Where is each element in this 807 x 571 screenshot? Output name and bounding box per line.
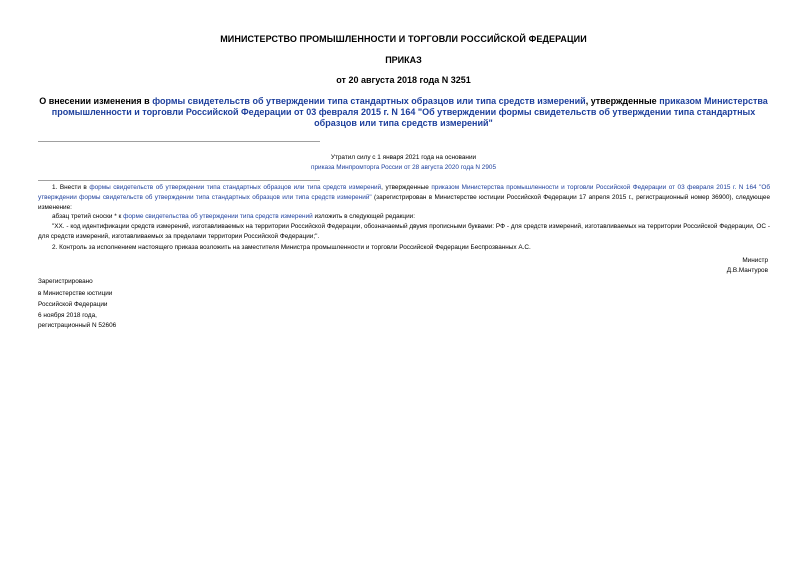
- subject-link-forms[interactable]: формы свидетельств об утверждении типа стандартных образцов или типа средств измерений: [152, 96, 586, 106]
- lost-force-link-line: [200, 163, 607, 173]
- paragraph-4: 2. Контроль за исполнением настоящего приказа возложить на заместителя Министра промышленности и торговли Российской Федерации Беспрозванных А.С.: [52, 244, 531, 251]
- registration-line-4: 6 ноября 2018 года,: [38, 312, 97, 319]
- paragraph-1-text-1: 1. Внести в: [52, 184, 90, 191]
- paragraph-2-text-2: изложить в следующей редакции:: [312, 213, 415, 220]
- registration-line-1: Зарегистрировано: [38, 278, 93, 285]
- paragraph-1-link-order[interactable]: приказом Министерства промышленности и торговли Российской Федерации от 03 февраля 2015 г. N 164 "Об утверждении формы свидетельств об утверждении типа стандартных образцов или типа средств измерений": [38, 184, 770, 201]
- paragraph-1-text-2: , утвержденные: [381, 184, 432, 191]
- paragraph-2-text-1: абзац третий сноски * к: [52, 213, 124, 220]
- document-subject: [36, 96, 771, 129]
- registration-line-3: Российской Федерации: [38, 301, 108, 308]
- registration-line-2: в Министерстве юстиции: [38, 290, 113, 297]
- paragraph-3-quote: "XX. - код идентификации средств измерений, изготавливаемых на территории Российской Федерации, обозначаемый двумя прописными буквами: РФ - для средств измерений, изготавливаемых на территории Российской Федерации, ОС - для средств измерений, изготавливаемых за пределами территории Российской Федерации;".: [38, 223, 770, 240]
- paragraph-1-text-3: (зарегистрирован в Министерстве юстиции Российской Федерации 17 апреля 2015 г., регистрационный номер 36900), следующее изменение:: [38, 194, 771, 211]
- paragraph-2-link-form[interactable]: форме свидетельства об утверждении типа средств измерений: [123, 213, 313, 220]
- subject-text-2: , утвержденные: [585, 96, 660, 106]
- paragraph-2: [52, 212, 770, 222]
- signature-title: Министр: [742, 257, 768, 264]
- signature-name: Д.В.Мантуров: [726, 267, 768, 274]
- lost-force-note: Утратил силу с 1 января 2021 года на основании: [330, 154, 477, 161]
- document-type-heading: ПРИКАЗ: [385, 55, 422, 65]
- divider-bottom: [38, 180, 320, 181]
- paragraph-1-link-forms[interactable]: формы свидетельств об утверждении типа стандартных образцов или типа средств измерений: [89, 184, 382, 191]
- lost-force-link[interactable]: приказа Минпромторга России от 28 августа 2020 года N 2905: [310, 164, 497, 171]
- ministry-heading: МИНИСТЕРСТВО ПРОМЫШЛЕННОСТИ И ТОРГОВЛИ РОССИЙСКОЙ ФЕДЕРАЦИИ: [220, 34, 587, 44]
- registration-line-5: регистрационный N 52606: [38, 322, 117, 329]
- document-date-number: от 20 августа 2018 года N 3251: [336, 75, 471, 85]
- subject-text-1: О внесении изменения в: [39, 96, 153, 106]
- divider-top: [38, 141, 320, 142]
- paragraph-1: [38, 183, 770, 213]
- subject-link-order[interactable]: приказом Министерства промышленности и торговли Российской Федерации от 03 февраля 2015 г. N 164 "Об утверждении формы свидетельств об утверждении типа стандартных образцов или типа средств измерений": [51, 96, 768, 128]
